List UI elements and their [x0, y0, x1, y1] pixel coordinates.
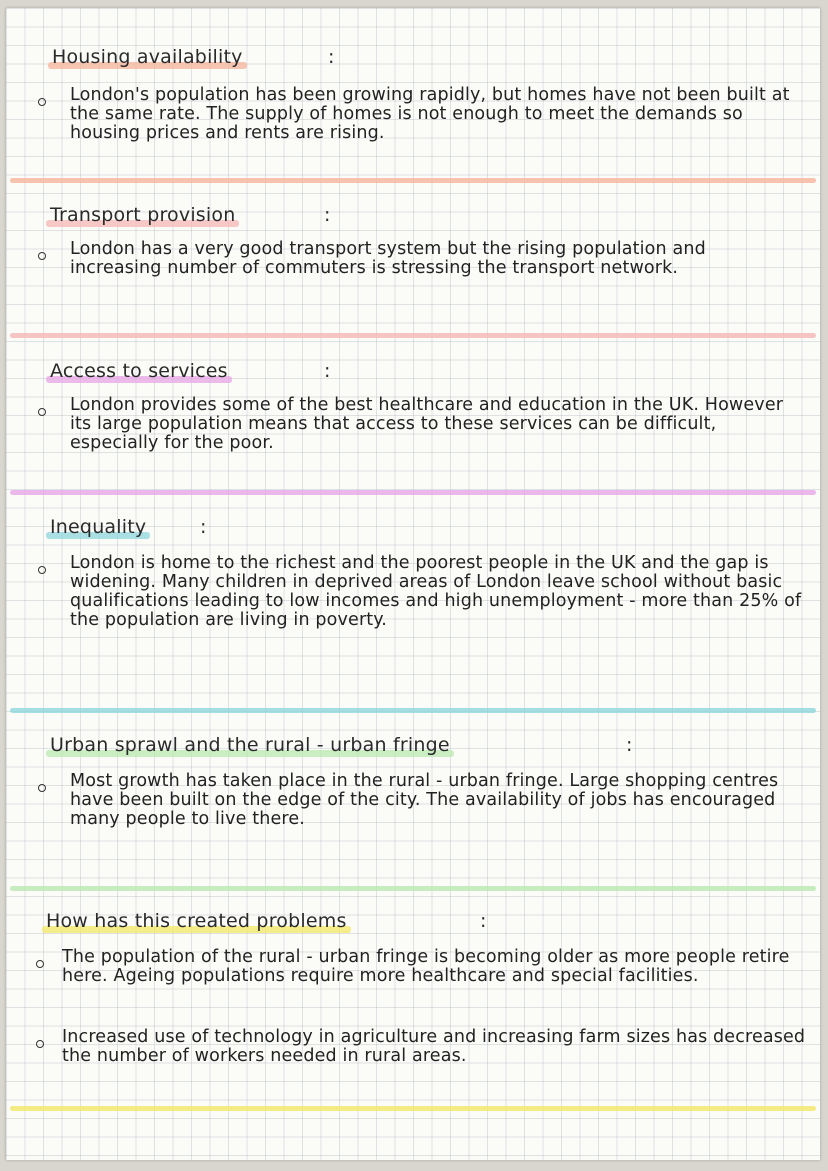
heading-access-to-services: Access to services: [46, 360, 232, 384]
bullet-text-ageing: The population of the rural - urban fringe is becoming older as more people retire here. Ageing populations require more healthcare and special facilities.: [62, 947, 790, 986]
section-divider: [10, 490, 816, 495]
heading-colon: :: [324, 360, 331, 382]
bullet-icon: [38, 784, 46, 792]
bullet-text-inequality: London is home to the richest and the poorest people in the UK and the gap is widening. Many children in deprived areas of London leave school without basic qualifications leading to low incomes and high unemployment - more than 25% of the population are living in poverty.: [70, 553, 802, 630]
bullet-icon: [38, 98, 46, 106]
heading-colon: :: [328, 46, 335, 68]
section-divider: [10, 886, 816, 891]
heading-colon: :: [200, 516, 207, 538]
heading-colon: :: [626, 734, 633, 756]
section-divider: [10, 333, 816, 338]
heading-problems: How has this created problems: [42, 910, 351, 934]
heading-transport-provision: Transport provision: [46, 204, 239, 228]
bullet-text-services: London provides some of the best healthcare and education in the UK. However its large population means that access to these services can be difficult, especially for the poor.: [70, 395, 784, 453]
bullet-icon: [38, 566, 46, 574]
heading-inequality: Inequality: [46, 516, 150, 540]
bullet-text-housing: London's population has been growing rapidly, but homes have not been built at the same rate. The supply of homes is not enough to meet the demands so housing prices and rents are rising.: [70, 85, 790, 143]
heading-urban-sprawl: Urban sprawl and the rural - urban fringe: [46, 734, 454, 758]
section-divider: [10, 708, 816, 713]
bullet-text-agriculture: Increased use of technology in agriculture and increasing farm sizes has decreased the number of workers needed in rural areas.: [62, 1027, 806, 1066]
heading-colon: :: [324, 204, 331, 226]
bullet-text-urban-sprawl: Most growth has taken place in the rural - urban fringe. Large shopping centres have been built on the edge of the city. The availability of jobs has encouraged many people to live there.: [70, 771, 779, 829]
bullet-icon: [36, 1040, 44, 1048]
heading-housing-availability: Housing availability: [48, 46, 247, 70]
bullet-icon: [38, 408, 46, 416]
bullet-icon: [38, 252, 46, 260]
notebook-page: [6, 8, 820, 1160]
bullet-text-transport: London has a very good transport system but the rising population and increasing number of commuters is stressing the transport network.: [70, 239, 706, 278]
section-divider: [10, 178, 816, 183]
bullet-icon: [36, 960, 44, 968]
heading-colon: :: [480, 910, 487, 932]
section-divider: [10, 1106, 816, 1111]
